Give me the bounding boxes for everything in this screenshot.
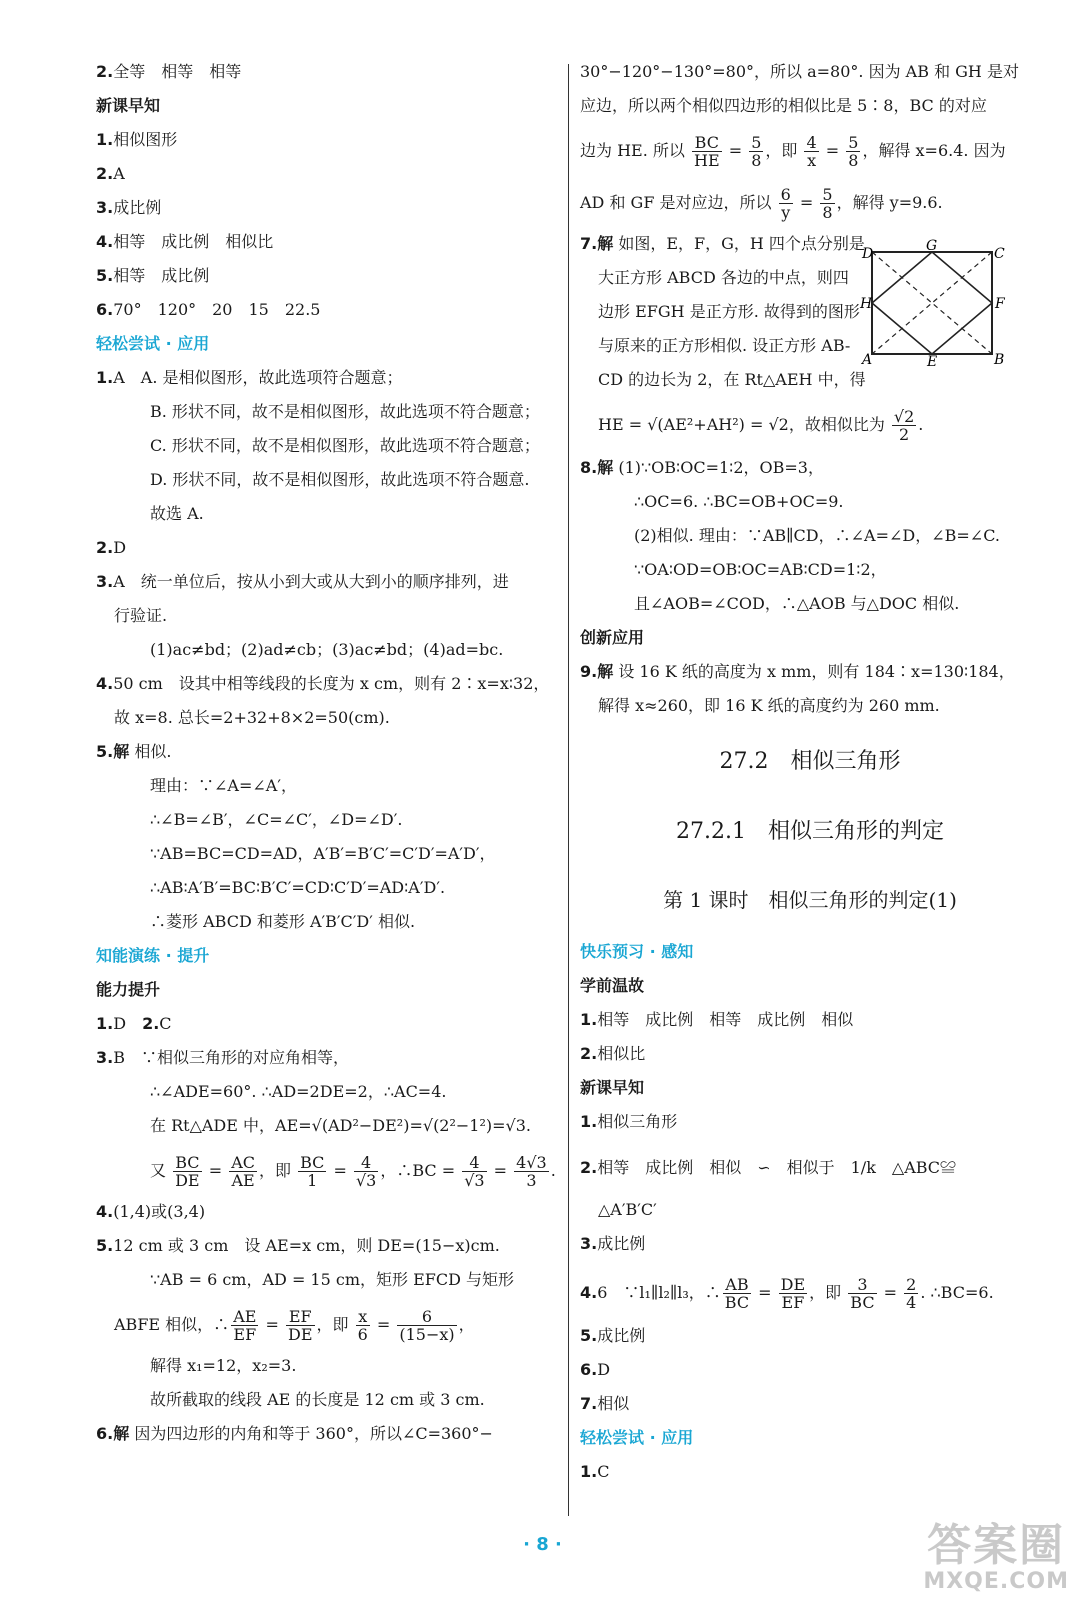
right-line-1: 应边，所以两个相似四边形的相似比是 5∶8，BC 的对应 xyxy=(580,96,987,115)
left-line-18 xyxy=(96,672,549,696)
page-number: · 8 · xyxy=(523,1534,562,1555)
label-G: G xyxy=(926,238,938,254)
left-line-23: ∵AB=BC=CD=AD，A′B′=B′C′=C′D′=A′D′， xyxy=(150,844,496,863)
left-line-4 xyxy=(96,196,161,220)
right-line-27-part-0: 2. xyxy=(580,1158,598,1177)
left-line-6 xyxy=(96,264,209,288)
right-line-24-part-0: 2. xyxy=(580,1044,598,1063)
left-line-5 xyxy=(96,230,273,254)
right-line-27-part-1: 相等 成比例 相似 ∽ 相似于 1/k △ABC≌ xyxy=(597,1158,957,1177)
right-line-10-part-2: (1)∵OB∶OC=1∶2，OB=3， xyxy=(613,458,824,477)
left-line-39-part-1: 解 xyxy=(113,1424,130,1443)
left-line-12: D. 形状不同，故不是相似图形，故此选项不符合题意. xyxy=(150,470,530,489)
right-line-35 xyxy=(580,1460,609,1484)
right-line-17: 解得 x≈260，即 16 K 纸的高度约为 260 mm. xyxy=(598,696,940,715)
left-line-4-part-0: 3. xyxy=(96,198,114,217)
column-divider xyxy=(568,64,569,1516)
left-line-3 xyxy=(96,162,125,186)
left-line-14-part-1: D xyxy=(113,538,127,557)
right-line-5: 大正方形 ABCD 各边的中点，则四 xyxy=(598,268,849,287)
left-line-2 xyxy=(96,128,177,152)
left-line-4-part-1: 成比例 xyxy=(113,198,162,217)
label-H: H xyxy=(860,296,873,312)
left-line-34-part-1: 12 cm 或 3 cm 设 AE=x cm，则 DE=(15−x)cm. xyxy=(113,1236,500,1255)
right-line-16-part-0: 9. xyxy=(580,662,598,681)
left-line-9-part-1: A A. 是相似图形，故此选项符合题意； xyxy=(113,368,403,387)
left-line-29-part-0: 3. xyxy=(96,1048,114,1067)
left-line-3-part-1: A xyxy=(113,164,125,183)
right-line-26-part-0: 1. xyxy=(580,1112,598,1131)
left-line-7 xyxy=(96,298,320,322)
right-line-31-part-1: 成比例 xyxy=(597,1326,646,1345)
left-line-28-part-3: C xyxy=(159,1014,172,1033)
right-line-8: CD 的边长为 2，在 Rt△AEH 中，得 xyxy=(598,370,866,389)
left-line-0-part-1: 全等 相等 相等 xyxy=(113,62,242,81)
left-line-20-part-1: 解 xyxy=(113,742,130,761)
left-line-37: 解得 x₁=12，x₂=3. xyxy=(150,1356,297,1375)
label-B: B xyxy=(994,352,1005,368)
left-line-5-part-0: 4. xyxy=(96,232,114,251)
left-line-31: 在 Rt△ADE 中，AE=√(AD²−DE²)=√(2²−1²)=√3. xyxy=(150,1116,532,1135)
left-line-16: 行验证. xyxy=(114,606,168,625)
right-line-18: 27.2 相似三角形 xyxy=(719,749,901,774)
left-line-19: 故 x=8. 总长=2+32+8×2=50(cm). xyxy=(114,708,390,727)
right-line-32-part-1: D xyxy=(597,1360,611,1379)
right-line-28: △A′B′C′ xyxy=(598,1200,657,1219)
left-line-2-part-0: 1. xyxy=(96,130,114,149)
left-line-33-part-0: 4. xyxy=(96,1202,114,1221)
left-line-0 xyxy=(96,60,241,84)
left-line-1: 新课早知 xyxy=(96,96,161,115)
right-line-32 xyxy=(580,1358,610,1382)
right-line-0: 30°−120°−130°=80°，所以 a=80°. 因为 AB 和 GH 是对 xyxy=(580,62,1019,81)
left-line-32: 又 $\frac{BC}{DE}$ = $\frac{AC}{AE}$ ，即 $\frac{BC}{1}$ = $\frac{4}{√3}$ ，∴BC = $\frac{4}{√3}$ = $\frac{4√3}{3}$ . xyxy=(150,1153,556,1190)
right-line-26-part-1: 相似三角形 xyxy=(597,1112,678,1131)
right-line-19: 27.2.1 相似三角形的判定 xyxy=(676,819,944,844)
watermark-logo xyxy=(923,1520,1069,1594)
left-line-11: C. 形状不同，故不是相似图形，故此选项不符合题意； xyxy=(150,436,540,455)
right-line-33-part-1: 相似 xyxy=(597,1394,630,1413)
left-line-25: ∴菱形 ABCD 和菱形 A′B′C′D′ 相似. xyxy=(150,912,416,931)
watermark-bottom: MXQE.COM xyxy=(923,1569,1069,1594)
left-line-15-part-0: 3. xyxy=(96,572,114,591)
left-line-29 xyxy=(96,1046,349,1070)
left-line-38: 故所截取的线段 AE 的长度是 12 cm 或 3 cm. xyxy=(150,1390,485,1409)
right-line-30-part-1: 6 ∵l₁∥l₂∥l₃，∴ $\frac{AB}{BC}$ = $\frac{DE}{EF}$ ，即 $\frac{3}{BC}$ = $\frac{2}{4}$ . ∴BC=6. xyxy=(597,1275,994,1312)
right-line-15: 创新应用 xyxy=(580,628,645,647)
left-line-6-part-0: 5. xyxy=(96,266,114,285)
left-line-0-part-0: 2. xyxy=(96,62,114,81)
right-line-10-part-1: 解 xyxy=(597,458,614,477)
right-line-34: 轻松尝试 · 应用 xyxy=(580,1428,694,1447)
right-line-26 xyxy=(580,1110,677,1134)
left-line-14-part-0: 2. xyxy=(96,538,114,557)
right-line-23-part-0: 1. xyxy=(580,1010,598,1029)
left-line-34-part-0: 5. xyxy=(96,1236,114,1255)
right-line-4-part-1: 解 xyxy=(597,234,614,253)
right-line-31 xyxy=(580,1324,645,1348)
right-line-14: 且∠AOB=∠COD，∴△AOB 与△DOC 相似. xyxy=(634,594,960,613)
left-line-6-part-1: 相等 成比例 xyxy=(113,266,210,285)
right-line-11: ∴OC=6. ∴BC=OB+OC=9. xyxy=(634,492,844,511)
left-line-20-part-2: 相似. xyxy=(129,742,172,761)
right-line-25: 新课早知 xyxy=(580,1078,645,1097)
left-line-2-part-1: 相似图形 xyxy=(113,130,178,149)
right-line-31-part-0: 5. xyxy=(580,1326,598,1345)
right-line-35-part-1: C xyxy=(597,1462,610,1481)
right-line-23-part-1: 相等 成比例 相等 成比例 相似 xyxy=(597,1010,854,1029)
label-C: C xyxy=(994,246,1005,262)
right-line-23 xyxy=(580,1008,853,1032)
right-line-35-part-0: 1. xyxy=(580,1462,598,1481)
left-line-39 xyxy=(96,1422,493,1446)
right-line-32-part-0: 6. xyxy=(580,1360,598,1379)
left-line-17: (1)ac≠bd；(2)ad≠cb；(3)ac≠bd；(4)ad=bc. xyxy=(150,640,504,659)
left-line-26: 知能演练 · 提升 xyxy=(96,946,210,965)
right-line-6: 边形 EFGH 是正方形. 故得到的图形 xyxy=(598,302,860,321)
left-line-7-part-0: 6. xyxy=(96,300,114,319)
left-line-28 xyxy=(96,1012,172,1036)
left-line-20-part-0: 5. xyxy=(96,742,114,761)
label-E: E xyxy=(927,354,938,370)
right-line-10 xyxy=(580,456,824,480)
right-line-3: AD 和 GF 是对应边，所以 $\frac{6}{y}$ = $\frac{5}{8}$ ，解得 y=9.6. xyxy=(580,185,943,222)
left-line-22: ∴∠B=∠B′，∠C=∠C′，∠D=∠D′. xyxy=(150,810,403,829)
right-line-4-part-2: 如图，E，F，G，H 四个点分别是 xyxy=(613,234,865,253)
right-line-22: 学前温故 xyxy=(580,976,645,995)
right-line-16-part-2: 设 16 K 纸的高度为 x mm，则有 184∶x=130∶184， xyxy=(613,662,1015,681)
left-line-18-part-1: 50 cm 设其中相等线段的长度为 x cm，则有 2∶x=x∶32， xyxy=(113,674,550,693)
left-line-20 xyxy=(96,740,171,764)
right-line-7: 与原来的正方形相似. 设正方形 AB- xyxy=(598,336,851,355)
left-line-27: 能力提升 xyxy=(96,980,161,999)
right-line-29-part-1: 成比例 xyxy=(597,1234,646,1253)
left-line-33 xyxy=(96,1200,205,1224)
left-line-10: B. 形状不同，故不是相似图形，故此选项不符合题意； xyxy=(150,402,540,421)
right-line-16 xyxy=(580,660,1015,684)
right-line-29-part-0: 3. xyxy=(580,1234,598,1253)
left-line-39-part-0: 6. xyxy=(96,1424,114,1443)
square-midpoint-figure xyxy=(860,238,1005,370)
left-line-15 xyxy=(96,570,509,594)
left-line-8: 轻松尝试 · 应用 xyxy=(96,334,210,353)
left-line-24: ∴AB∶A′B′=BC∶B′C′=CD∶C′D′=AD∶A′D′. xyxy=(150,878,446,897)
left-line-9 xyxy=(96,366,403,390)
left-line-35: ∵AB = 6 cm，AD = 15 cm，矩形 EFCD 与矩形 xyxy=(150,1270,515,1289)
left-line-28-part-1: D xyxy=(113,1014,143,1033)
right-line-27 xyxy=(580,1156,956,1180)
label-F: F xyxy=(995,296,1005,312)
label-A: A xyxy=(862,352,873,368)
left-line-33-part-1: (1,4)或(3,4) xyxy=(113,1202,206,1221)
left-line-39-part-2: 因为四边形的内角和等于 360°，所以∠C=360°− xyxy=(129,1424,493,1443)
left-line-3-part-0: 2. xyxy=(96,164,114,183)
left-line-21: 理由：∵∠A=∠A′， xyxy=(150,776,297,795)
right-line-13: ∵OA∶OD=OB∶OC=AB∶CD=1∶2， xyxy=(634,560,887,579)
left-line-28-part-0: 1. xyxy=(96,1014,114,1033)
right-line-24-part-1: 相似比 xyxy=(597,1044,646,1063)
watermark-top: 答案圈 xyxy=(927,1520,1066,1571)
right-line-2: 边为 HE. 所以 $\frac{BC}{HE}$ = $\frac{5}{8}$ ，即 $\frac{4}{x}$ = $\frac{5}{8}$ ，解得 x=6.4. 因为 xyxy=(580,133,1006,170)
right-line-16-part-1: 解 xyxy=(597,662,614,681)
left-line-30: ∴∠ADE=60°. ∴AD=2DE=2，∴AC=4. xyxy=(150,1082,447,1101)
left-line-7-part-1: 70° 120° 20 15 22.5 xyxy=(113,300,321,319)
right-line-33 xyxy=(580,1392,629,1416)
left-line-34 xyxy=(96,1234,500,1258)
right-line-24 xyxy=(580,1042,645,1066)
left-line-13: 故选 A. xyxy=(150,504,204,523)
right-line-10-part-0: 8. xyxy=(580,458,598,477)
right-line-12: (2)相似. 理由：∵AB∥CD，∴∠A=∠D，∠B=∠C. xyxy=(634,526,1000,545)
right-line-33-part-0: 7. xyxy=(580,1394,598,1413)
left-line-9-part-0: 1. xyxy=(96,368,114,387)
right-line-21: 快乐预习 · 感知 xyxy=(580,942,694,961)
right-line-4 xyxy=(580,232,865,256)
left-line-14 xyxy=(96,536,126,560)
right-line-20: 第 1 课时 相似三角形的判定(1) xyxy=(663,888,957,912)
left-line-28-part-2: 2. xyxy=(142,1014,160,1033)
left-line-5-part-1: 相等 成比例 相似比 xyxy=(113,232,274,251)
right-line-30 xyxy=(580,1276,994,1311)
right-line-29 xyxy=(580,1232,645,1256)
right-line-30-part-0: 4. xyxy=(580,1283,598,1302)
left-line-29-part-1: B ∵相似三角形的对应角相等， xyxy=(113,1048,349,1067)
right-line-9: HE = √(AE²+AH²) = √2，故相似比为 $\frac{√2}{2}$ . xyxy=(598,407,924,444)
left-line-15-part-1: A 统一单位后，按从小到大或从大到小的顺序排列，进 xyxy=(113,572,509,591)
label-D: D xyxy=(862,246,874,262)
left-line-18-part-0: 4. xyxy=(96,674,114,693)
right-line-4-part-0: 7. xyxy=(580,234,598,253)
left-line-36: ABFE 相似，∴ $\frac{AE}{EF}$ = $\frac{EF}{DE}$ ，即 $\frac{x}{6}$ = $\frac{6}{(15-x)}$ ， xyxy=(114,1307,475,1344)
